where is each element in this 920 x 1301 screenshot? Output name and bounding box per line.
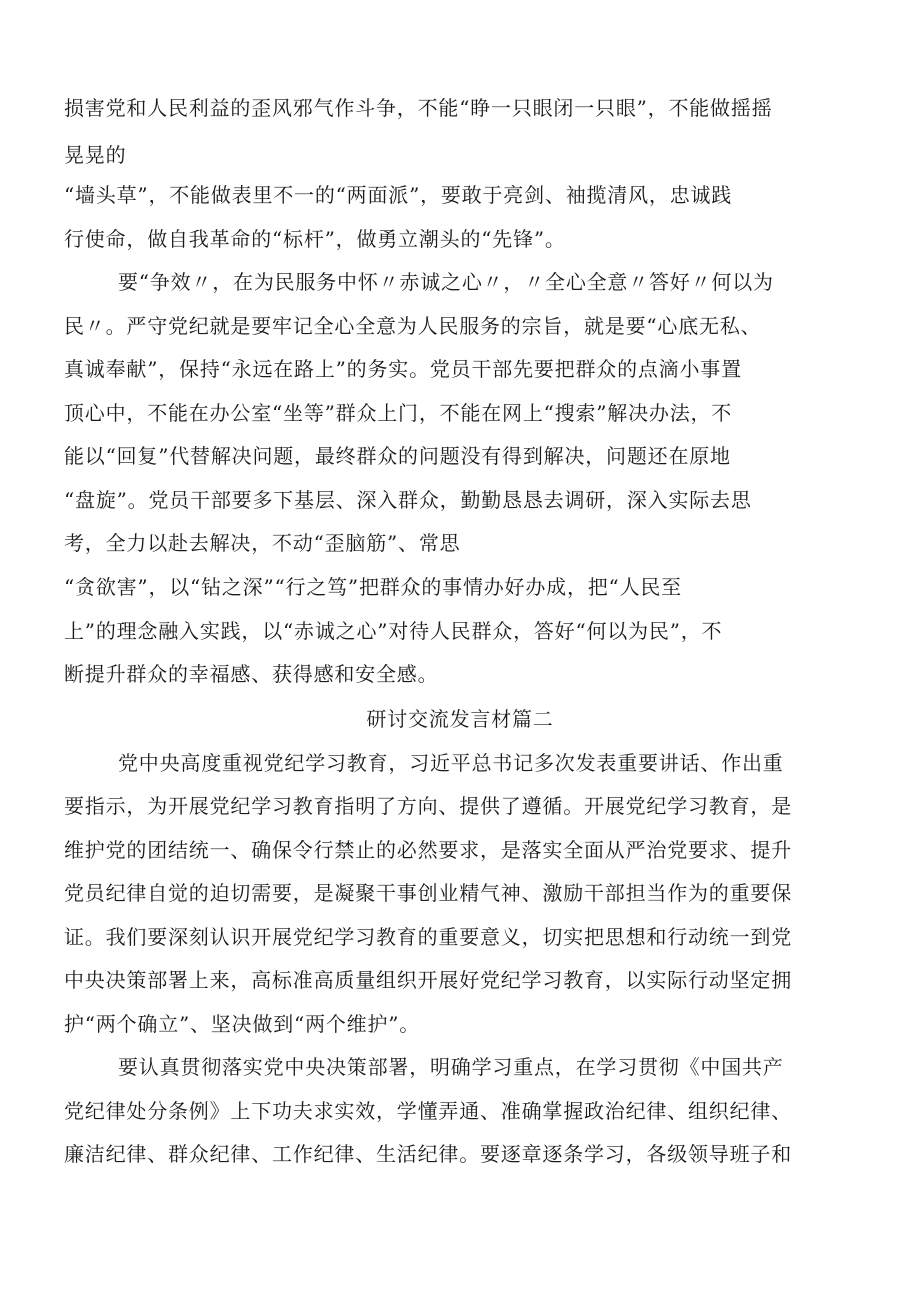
text-line: 真诚奉献”，保持“永远在路上”的务实。党员干部先要把群众的点滴小事置 [64,357,742,381]
text-line: 党员纪律自觉的迫切需要，是凝聚干事创业精气神、激励干部担当作为的重要保 [64,881,792,905]
text-line: 党纪律处分条例》上下功夫求实效，学懂弄通、准确掌握政治纪律、组织纪律、 [64,1099,792,1123]
text-line: 考，全力以赴去解决，不动“歪脑筋”、常思 [64,531,461,555]
text-line: “盘旋”。党员干部要多下基层、深入群众，勤勤恳恳去调研，深入实际去思 [64,488,752,512]
text-line: 上”的理念融入实践，以“赤诚之心”对待人民群众，答好“何以为民”，不 [64,619,723,643]
text-line: 能以“回复”代替解决问题，最终群众的问题没有得到解决，问题还在原地 [64,444,731,468]
text-line: 廉洁纪律、群众纪律、工作纪律、生活纪律。要逐章逐条学习，各级领导班子和 [64,1142,792,1166]
text-line: 要“争效〃，在为民服务中怀〃赤诚之心〃，〃全心全意〃答好〃何以为 [118,270,774,294]
text-line: 要认真贯彻落实党中央决策部署，明确学习重点，在学习贯彻《中国共产 [118,1055,784,1079]
text-line: 民〃。严守党纪就是要牢记全心全意为人民服务的宗旨，就是要“心底无私、 [64,314,762,338]
text-line: 行使命，做自我革命的“标杆”，做勇立潮头的“先锋”。 [64,227,566,251]
text-line: 中央决策部署上来，高标准高质量组织开展好党纪学习教育，以实际行动坚定拥 [64,968,792,992]
text-line: “墙头草”，不能做表里不一的“两面派”，要敢于亮剑、袖揽清风，忠诚践 [64,183,733,207]
text-line: 护“两个确立”、坚决做到“两个维护”。 [64,1012,421,1036]
text-line: 维护党的团结统一、确保令行禁止的必然要求，是落实全面从严治党要求、提升 [64,838,792,862]
text-line: 要指示，为开展党纪学习教育指明了方向、提供了遵循。开展党纪学习教育，是 [64,794,792,818]
text-line: “贪欲害”，以“钻之深”“行之笃”把群众的事情办好办成，把“人民至 [64,575,682,599]
text-line: 党中央高度重视党纪学习教育，习近平总书记多次发表重要讲话、作出重 [118,751,784,775]
text-line: 顶心中，不能在办公室“坐等”群众上门，不能在网上“搜索”解决办法，不 [64,401,733,425]
text-line: 证。我们要深刻认识开展党纪学习教育的重要意义，切实把思想和行动统一到党 [64,925,792,949]
text-line: 晃晃的 [64,143,127,167]
text-line: 断提升群众的幸福感、获得感和安全感。 [64,662,439,686]
text-line: 损害党和人民利益的歪风邪气作斗争，不能“睁一只眼闭一只眼”，不能做摇摇 [64,96,773,120]
section-title: 研讨交流发言材篇二 [366,707,554,731]
